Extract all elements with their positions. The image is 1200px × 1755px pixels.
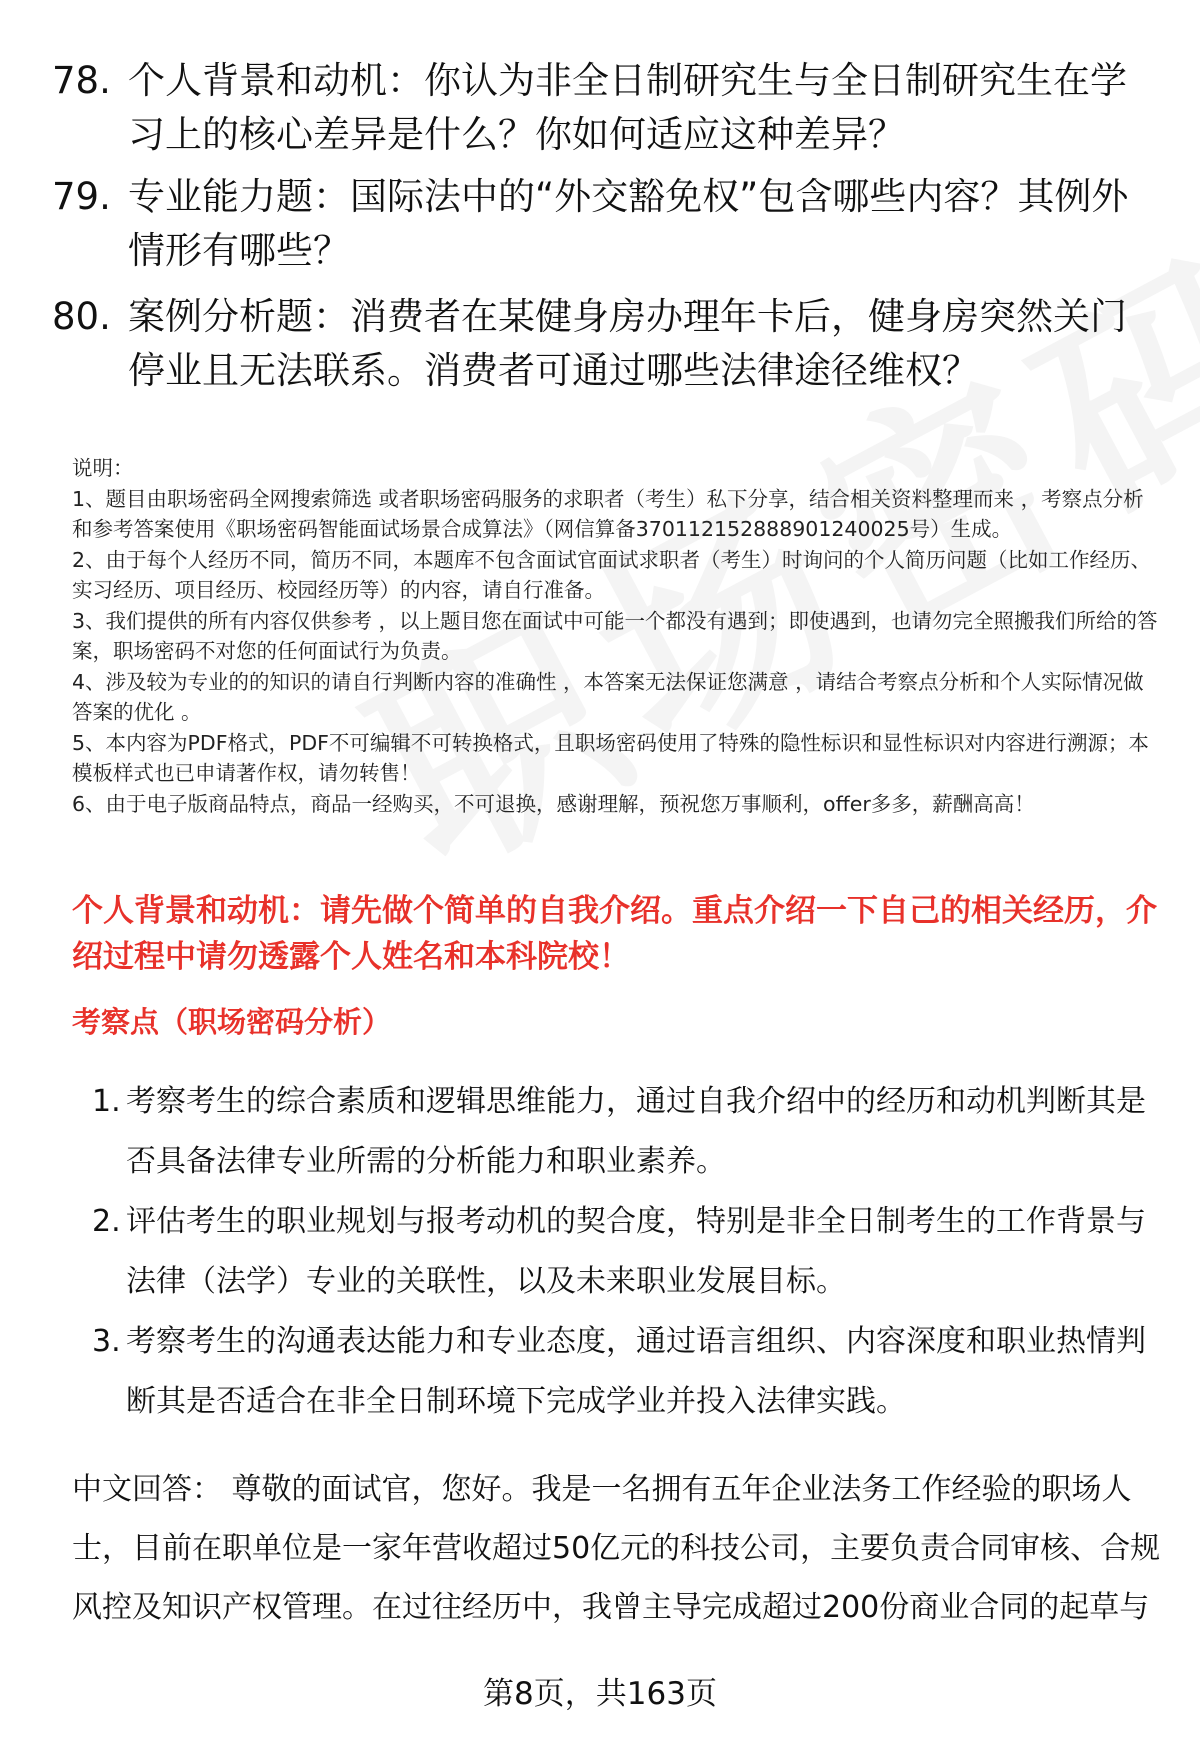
note-item: 3、我们提供的所有内容仅供参考 ，以上题目您在面试中可能一个都没有遇到；即使遇到，也请勿完全照搬我们所给的答案，职场密码不对您的任何面试行为负责。 <box>72 608 1158 663</box>
point-text: 考察考生的综合素质和逻辑思维能力，通过自我介绍中的经历和动机判断其是否具备法律专业所需的分析能力和职业素养。 <box>126 1084 1146 1179</box>
point-text: 评估考生的职业规划与报考动机的契合度，特别是非全日制考生的工作背景与法律（法学）专业的关联性，以及未来职业发展目标。 <box>126 1204 1146 1299</box>
analysis-point <box>72 1072 1162 1192</box>
question-80 <box>52 290 1152 398</box>
analysis-heading: 考察点（职场密码分析） <box>72 1005 392 1039</box>
point-text: 考察考生的沟通表达能力和专业态度，通过语言组织、内容深度和职业热情判断其是否适合在非全日制环境下完成学业并投入法律实践。 <box>126 1324 1146 1419</box>
point-number: 2. <box>92 1204 121 1239</box>
notes-section <box>72 453 1162 819</box>
question-text: 案例分析题：消费者在某健身房办理年卡后，健身房突然关门停业且无法联系。消费者可通过哪些法律途径维权？ <box>128 295 1127 392</box>
analysis-point <box>72 1312 1162 1432</box>
current-question: 个人背景和动机：请先做个简单的自我介绍。重点介绍一下自己的相关经历，介绍过程中请勿透露个人姓名和本科院校！ <box>72 893 1157 975</box>
note-item: 1、题目由职场密码全网搜索筛选 或者职场密码服务的求职者（考生）私下分享，结合相关资料整理而来 ，考察点分析和参考答案使用《职场密码智能面试场景合成算法》（网信算备370112152888901240025号）生成。 <box>72 486 1144 541</box>
question-number: 80. <box>52 295 111 338</box>
question-text: 个人背景和动机：你认为非全日制研究生与全日制研究生在学习上的核心差异是什么？你如何适应这种差异？ <box>128 59 1127 156</box>
point-number: 1. <box>92 1084 121 1119</box>
note-item: 2、由于每个人经历不同，简历不同，本题库不包含面试官面试求职者（考生）时询问的个人简历问题（比如工作经历、实习经历、项目经历、校园经历等）的内容，请自行准备。 <box>72 547 1152 602</box>
note-item: 6、由于电子版商品特点，商品一经购买，不可退换，感谢理解，预祝您万事顺利，offer多多，薪酬高高！ <box>72 791 1035 816</box>
question-number: 79. <box>52 175 111 218</box>
note-item: 5、本内容为PDF格式，PDF不可编辑不可转换格式，且职场密码使用了特殊的隐性标识和显性标识对内容进行溯源；本模板样式也已申请著作权，请勿转售！ <box>72 730 1149 785</box>
analysis-points <box>72 1072 1162 1432</box>
question-number: 78. <box>52 59 111 102</box>
notes-title: 说明： <box>72 456 134 480</box>
question-79 <box>52 170 1152 278</box>
page-footer: 第8页，共163页 <box>483 1676 717 1712</box>
note-item: 4、涉及较为专业的的知识的请自行判断内容的准确性 ，本答案无法保证您满意 ，请结合考察点分析和个人实际情况做答案的优化 。 <box>72 669 1144 724</box>
answer-text: 中文回答： 尊敬的面试官，您好。我是一名拥有五年企业法务工作经验的职场人士，目前在职单位是一家年营收超过50亿元的科技公司，主要负责合同审核、合规风控及知识产权管理。在过往经历中，我曾主导完成超过200份商业合同的起草与 <box>72 1472 1161 1625</box>
question-78 <box>52 54 1152 162</box>
question-text: 专业能力题：国际法中的“外交豁免权”包含哪些内容？其例外情形有哪些？ <box>128 175 1129 272</box>
point-number: 3. <box>92 1324 121 1359</box>
analysis-point <box>72 1192 1162 1312</box>
